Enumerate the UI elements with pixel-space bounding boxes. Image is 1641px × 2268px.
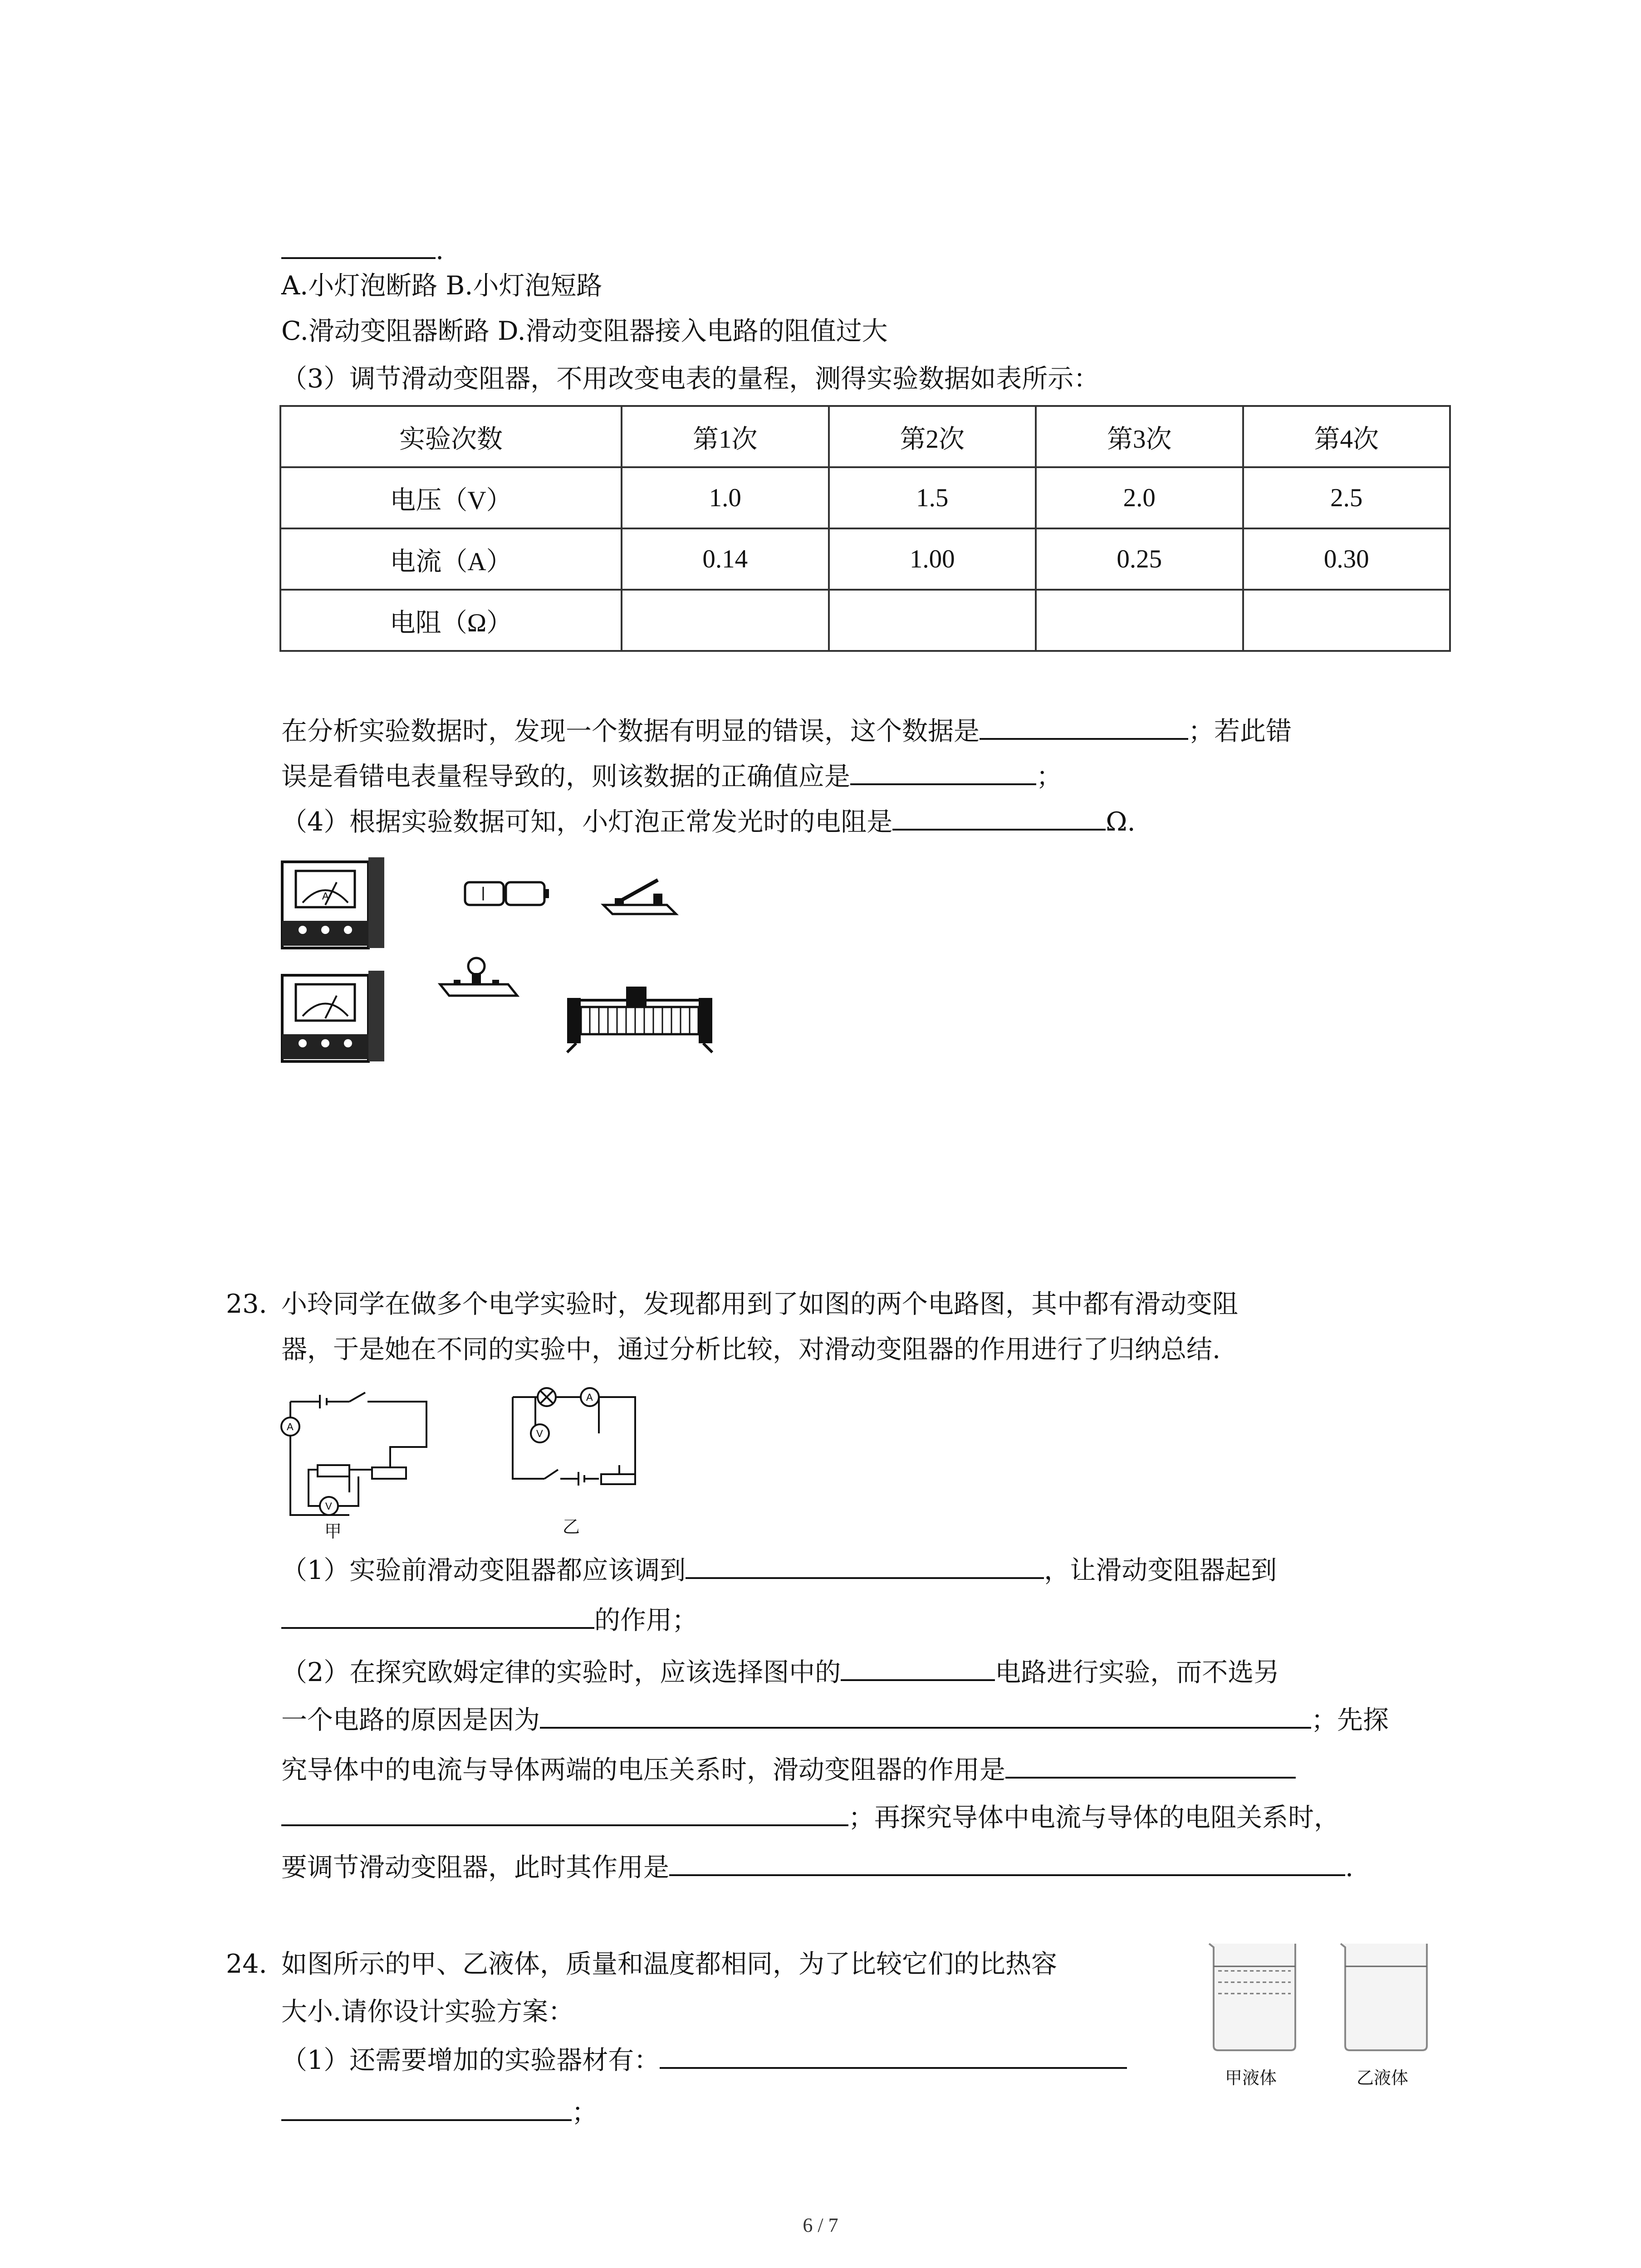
answer-blank[interactable] (686, 1549, 1044, 1579)
table-header-row (280, 406, 1450, 467)
part2-text: 电路进行实验，而不选另 (995, 1657, 1280, 1687)
table-header-cell: 实验次数 (280, 406, 622, 467)
voltmeter-icon (278, 966, 387, 1070)
table-cell: 1.0 (622, 467, 829, 528)
table-cell: 2.0 (1036, 467, 1243, 528)
part2-text: ；再探究导体中电流与导体的电阻关系时， (848, 1803, 1340, 1833)
beaker-yi-icon (1338, 1939, 1434, 2053)
table-cell: 2.5 (1243, 467, 1450, 528)
answer-blank[interactable] (892, 801, 1106, 831)
experiment-data-table (279, 405, 1451, 652)
q24-stem-line1: 如图所示的甲、乙液体，质量和温度都相同，为了比较它们的比热容 (281, 1949, 1057, 1979)
analysis-text: 误是看错电表量程导致的，则该数据的正确值应是 (281, 762, 850, 792)
answer-blank[interactable] (281, 229, 436, 259)
answer-blank[interactable] (281, 1796, 848, 1826)
svg-text:V: V (325, 1501, 332, 1512)
q22-options-ab: A.小灯泡断路 B.小灯泡短路 (281, 271, 603, 301)
q24-stem-line2: 大小.请你设计实验方案： (281, 1997, 574, 2027)
answer-blank[interactable] (281, 2091, 572, 2121)
q23-part1-cont (281, 1599, 698, 1638)
table-cell[interactable] (1036, 590, 1243, 651)
q22-part4 (281, 801, 1136, 840)
table-cell: 1.5 (829, 467, 1036, 528)
q23-part2-line5 (281, 1846, 1353, 1886)
q23-part1 (281, 1549, 1277, 1589)
q23-stem-line1: 小玲同学在做多个电学实验时，发现都用到了如图的两个电路图，其中都有滑动变阻 (281, 1289, 1238, 1319)
answer-blank[interactable] (850, 755, 1036, 785)
answer-blank[interactable] (980, 710, 1188, 740)
part2-text: （2）在探究欧姆定律的实验时，应该选择图中的 (281, 1657, 841, 1687)
part1-text: ； (572, 2097, 598, 2127)
battery-icon (460, 875, 551, 912)
circuit-diagram-jia (281, 1388, 436, 1538)
answer-blank[interactable] (281, 1599, 594, 1629)
period: . (1345, 1853, 1354, 1882)
circuit-diagram-yi (504, 1388, 667, 1506)
part1-text: ，让滑动变阻器起到 (1044, 1555, 1277, 1585)
rheostat-icon (563, 980, 717, 1052)
table-cell: 电阻（Ω） (280, 590, 622, 651)
answer-blank[interactable] (1005, 1749, 1296, 1779)
table-cell[interactable] (829, 590, 1036, 651)
table-cell: 0.14 (622, 528, 829, 590)
svg-text:V: V (536, 1428, 543, 1439)
analysis-text: 在分析实验数据时，发现一个数据有明显的错误，这个数据是 (281, 716, 980, 746)
analysis-text: ；若此错 (1188, 716, 1292, 746)
answer-blank[interactable] (540, 1699, 1311, 1729)
part1-text: （1）还需要增加的实验器材有： (281, 2045, 660, 2075)
table-header-cell: 第3次 (1036, 406, 1243, 467)
q23-stem-line2: 器，于是她在不同的实验中，通过分析比较，对滑动变阻器的作用进行了归纳总结. (281, 1334, 1221, 1364)
q22-options-cd: C.滑动变阻器断路 D.滑动变阻器接入电路的阻值过大 (281, 316, 888, 346)
part2-text: 要调节滑动变阻器，此时其作用是 (281, 1853, 669, 1882)
q23-part2-line3 (281, 1749, 1296, 1788)
q22-analysis-line1 (281, 710, 1292, 749)
table-cell: 0.25 (1036, 528, 1243, 590)
q22-part3-intro: （3）调节滑动变阻器，不用改变电表的量程，测得实验数据如表所示： (281, 364, 1100, 394)
q24-part1 (281, 2039, 1127, 2078)
question-number: 23. (226, 1289, 267, 1319)
table-cell[interactable] (1243, 590, 1450, 651)
question-number: 24. (226, 1949, 267, 1979)
q22-answer-blank-line (281, 229, 444, 269)
part1-text: （1）实验前滑动变阻器都应该调到 (281, 1555, 686, 1585)
part1-text: 的作用； (594, 1605, 698, 1635)
part4-unit: Ω. (1106, 807, 1136, 837)
svg-text:A: A (322, 890, 329, 902)
figure-label-yi: 乙 (563, 1518, 580, 1537)
table-row (280, 528, 1450, 590)
table-header-cell: 第2次 (829, 406, 1036, 467)
part2-text: ；先探 (1311, 1705, 1389, 1735)
period: . (436, 235, 444, 265)
answer-blank[interactable] (660, 2039, 1127, 2069)
page-number: 6 / 7 (803, 2214, 838, 2236)
table-row (280, 467, 1450, 528)
q23-part2-line2 (281, 1699, 1389, 1738)
answer-blank[interactable] (669, 1846, 1345, 1876)
table-cell: 电流（A） (280, 528, 622, 590)
part2-text: 一个电路的原因是因为 (281, 1705, 540, 1735)
answer-blank[interactable] (841, 1651, 995, 1681)
table-row (280, 590, 1450, 651)
table-cell: 0.30 (1243, 528, 1450, 590)
ammeter-icon (278, 853, 387, 957)
beaker-jia-icon (1207, 1939, 1302, 2053)
svg-text:A: A (586, 1392, 593, 1403)
analysis-text: ； (1036, 762, 1062, 792)
q23-part2-line4 (281, 1796, 1340, 1836)
beaker-label-jia: 甲液体 (1225, 2069, 1277, 2088)
switch-icon (599, 873, 681, 919)
table-header-cell: 第1次 (622, 406, 829, 467)
light-bulb-icon (436, 953, 522, 1002)
q24-part1-cont (281, 2091, 598, 2131)
table-cell[interactable] (622, 590, 829, 651)
q22-analysis-line2 (281, 755, 1062, 795)
part4-text: （4）根据实验数据可知，小灯泡正常发光时的电阻是 (281, 807, 893, 837)
table-header-cell: 第4次 (1243, 406, 1450, 467)
table-cell: 电压（V） (280, 467, 622, 528)
figure-label-jia: 甲 (324, 1522, 342, 1541)
svg-text:A: A (287, 1421, 294, 1432)
beaker-label-yi: 乙液体 (1357, 2069, 1409, 2088)
table-cell: 1.00 (829, 528, 1036, 590)
part2-text: 究导体中的电流与导体两端的电压关系时，滑动变阻器的作用是 (281, 1755, 1005, 1785)
q23-part2-line1 (281, 1651, 1279, 1691)
